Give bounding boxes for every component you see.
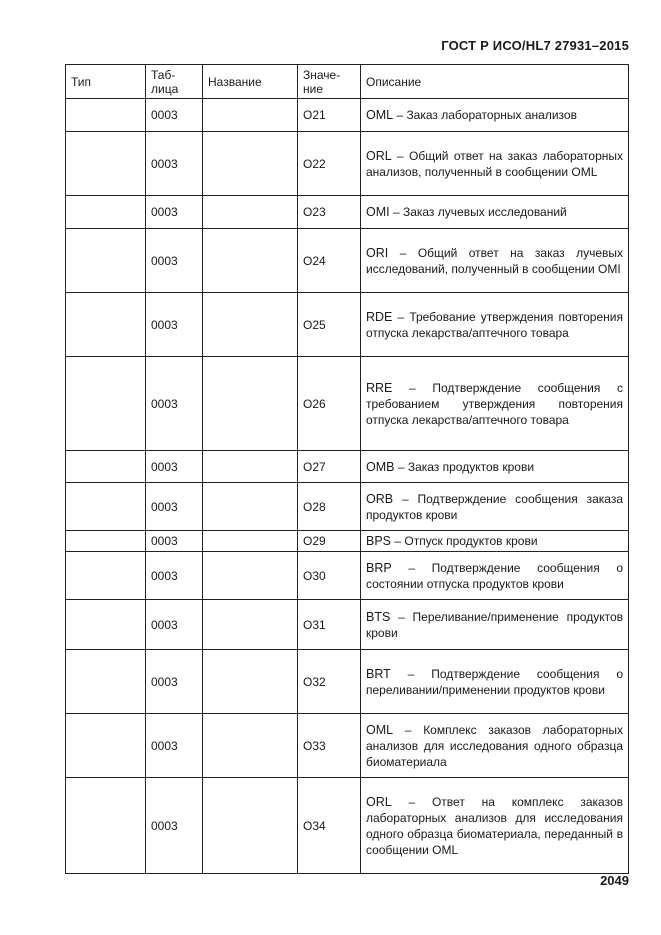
cell-table: 0003 [146,196,203,229]
cell-name [203,196,298,229]
message-code: OMI [366,205,390,219]
description-text: Заказ продуктов крови [407,459,535,474]
table-row [66,99,629,132]
table-row [66,451,629,483]
cell-description [361,714,629,778]
cell-description [361,132,629,196]
cell-table: 0003 [146,357,203,451]
table-row [66,132,629,196]
cell-table: 0003 [146,714,203,778]
cell-description [361,778,629,874]
cell-description [361,600,629,650]
page-number: 2049 [600,873,629,888]
cell-value: O25 [298,293,361,357]
cell-name [203,714,298,778]
table-row [66,357,629,451]
cell-value: O32 [298,650,361,714]
description-text: Отпуск продуктов крови [404,534,538,548]
cell-table: 0003 [146,293,203,357]
message-code: ORL [366,794,392,809]
cell-name [203,132,298,196]
cell-type [66,229,146,293]
code-separator: – [393,108,407,122]
table-body [66,99,629,874]
cell-type [66,552,146,600]
message-code: OML [366,108,394,122]
code-separator: – [393,491,418,506]
table-row [66,778,629,874]
cell-type [66,293,146,357]
description-text: Переливание/применение продуктов крови [366,609,623,640]
code-separator: – [389,205,403,219]
cell-table: 0003 [146,99,203,132]
cell-description [361,293,629,357]
description-text: Подтверждение сообщения о состоянии отпуска продуктов крови [366,560,623,591]
cell-name [203,552,298,600]
message-code: ORL [366,148,392,163]
message-code: RDE [366,309,393,324]
cell-description [361,531,629,552]
cell-name [203,483,298,531]
code-separator: – [392,380,433,395]
column-header-type: Тип [66,65,146,99]
cell-description [361,229,629,293]
code-separator: – [392,309,410,324]
cell-table: 0003 [146,229,203,293]
description-text: Подтверждение сообщения заказа продуктов крови [366,491,623,522]
cell-description [361,451,629,483]
description-text: Заказ лабораторных анализов [406,108,577,122]
cell-name [203,451,298,483]
code-separator: – [391,148,410,163]
description-text: Требование утверждения повторения отпуска лекарства/аптечного товара [366,309,623,340]
cell-table: 0003 [146,132,203,196]
message-code: ORI [366,245,389,260]
cell-value: O22 [298,132,361,196]
cell-table: 0003 [146,778,203,874]
message-code: RRE [366,380,393,395]
cell-value: O30 [298,552,361,600]
code-separator: – [388,245,418,260]
cell-type [66,778,146,874]
cell-type [66,196,146,229]
description-text: Подтверждение сообщения о переливании/применении продуктов крови [366,666,624,697]
code-separator: – [390,666,432,681]
cell-type [66,132,146,196]
code-separator: – [393,722,424,737]
cell-value: O26 [298,357,361,451]
cell-value: O29 [298,531,361,552]
column-header-value: Значе- ние [298,65,361,99]
table-row [66,600,629,650]
table-row [66,650,629,714]
table-row [66,483,629,531]
cell-value: O33 [298,714,361,778]
cell-description [361,357,629,451]
cell-type [66,600,146,650]
cell-type [66,99,146,132]
cell-name [203,600,298,650]
cell-description [361,99,629,132]
description-text: Подтверждение сообщения с требованием утверждения повторения отпуска лекарства/аптечного товара [366,380,623,427]
cell-type [66,650,146,714]
description-text: Общий ответ на заказ лучевых исследований, полученный в сообщении OMI [366,245,624,276]
cell-type [66,714,146,778]
message-code: BRP [366,560,392,575]
cell-value: O27 [298,451,361,483]
cell-value: O28 [298,483,361,531]
table-row [66,531,629,552]
cell-table: 0003 [146,451,203,483]
code-separator: – [391,794,432,809]
cell-type [66,483,146,531]
cell-type [66,451,146,483]
message-code: OMB [366,459,395,474]
description-text: Ответ на комплекс заказов лабораторных анализов для исследования одного образца биоматериала, переданный в сообщении OML [366,794,624,857]
message-code: OML [366,722,394,737]
code-separator: – [390,609,413,624]
code-separator: – [394,459,408,474]
cell-table: 0003 [146,552,203,600]
cell-description [361,196,629,229]
message-code: BPS [366,534,392,548]
cell-table: 0003 [146,650,203,714]
cell-type [66,357,146,451]
cell-table: 0003 [146,600,203,650]
cell-description [361,483,629,531]
column-header-table: Таб- лица [146,65,203,99]
table-row [66,293,629,357]
message-code: BTS [366,609,391,624]
document-header: ГОСТ Р ИСО/HL7 27931–2015 [441,38,629,53]
cell-description [361,650,629,714]
codes-table [65,64,629,874]
message-code: ORB [366,491,394,506]
column-header-description: Описание [361,65,629,99]
cell-value: O31 [298,600,361,650]
cell-name [203,778,298,874]
code-separator: – [391,534,405,548]
cell-table: 0003 [146,483,203,531]
code-separator: – [391,560,432,575]
table-row [66,229,629,293]
description-text: Заказ лучевых исследований [402,205,567,219]
description-text: Комплекс заказов лабораторных анализов для исследования одного образца биоматериала [366,722,623,769]
cell-name [203,357,298,451]
cell-value: O34 [298,778,361,874]
table-row [66,196,629,229]
cell-name [203,99,298,132]
cell-description [361,552,629,600]
cell-value: O21 [298,99,361,132]
cell-name [203,531,298,552]
cell-type [66,531,146,552]
cell-name [203,229,298,293]
cell-name [203,293,298,357]
column-header-name: Название [203,65,298,99]
cell-value: O23 [298,196,361,229]
description-text: Общий ответ на заказ лабораторных анализов, полученный в сообщении OML [366,148,623,179]
table-row [66,714,629,778]
table-row [66,552,629,600]
cell-name [203,650,298,714]
table-header-row [66,65,629,99]
cell-value: O24 [298,229,361,293]
message-code: BRT [366,666,391,681]
cell-table: 0003 [146,531,203,552]
